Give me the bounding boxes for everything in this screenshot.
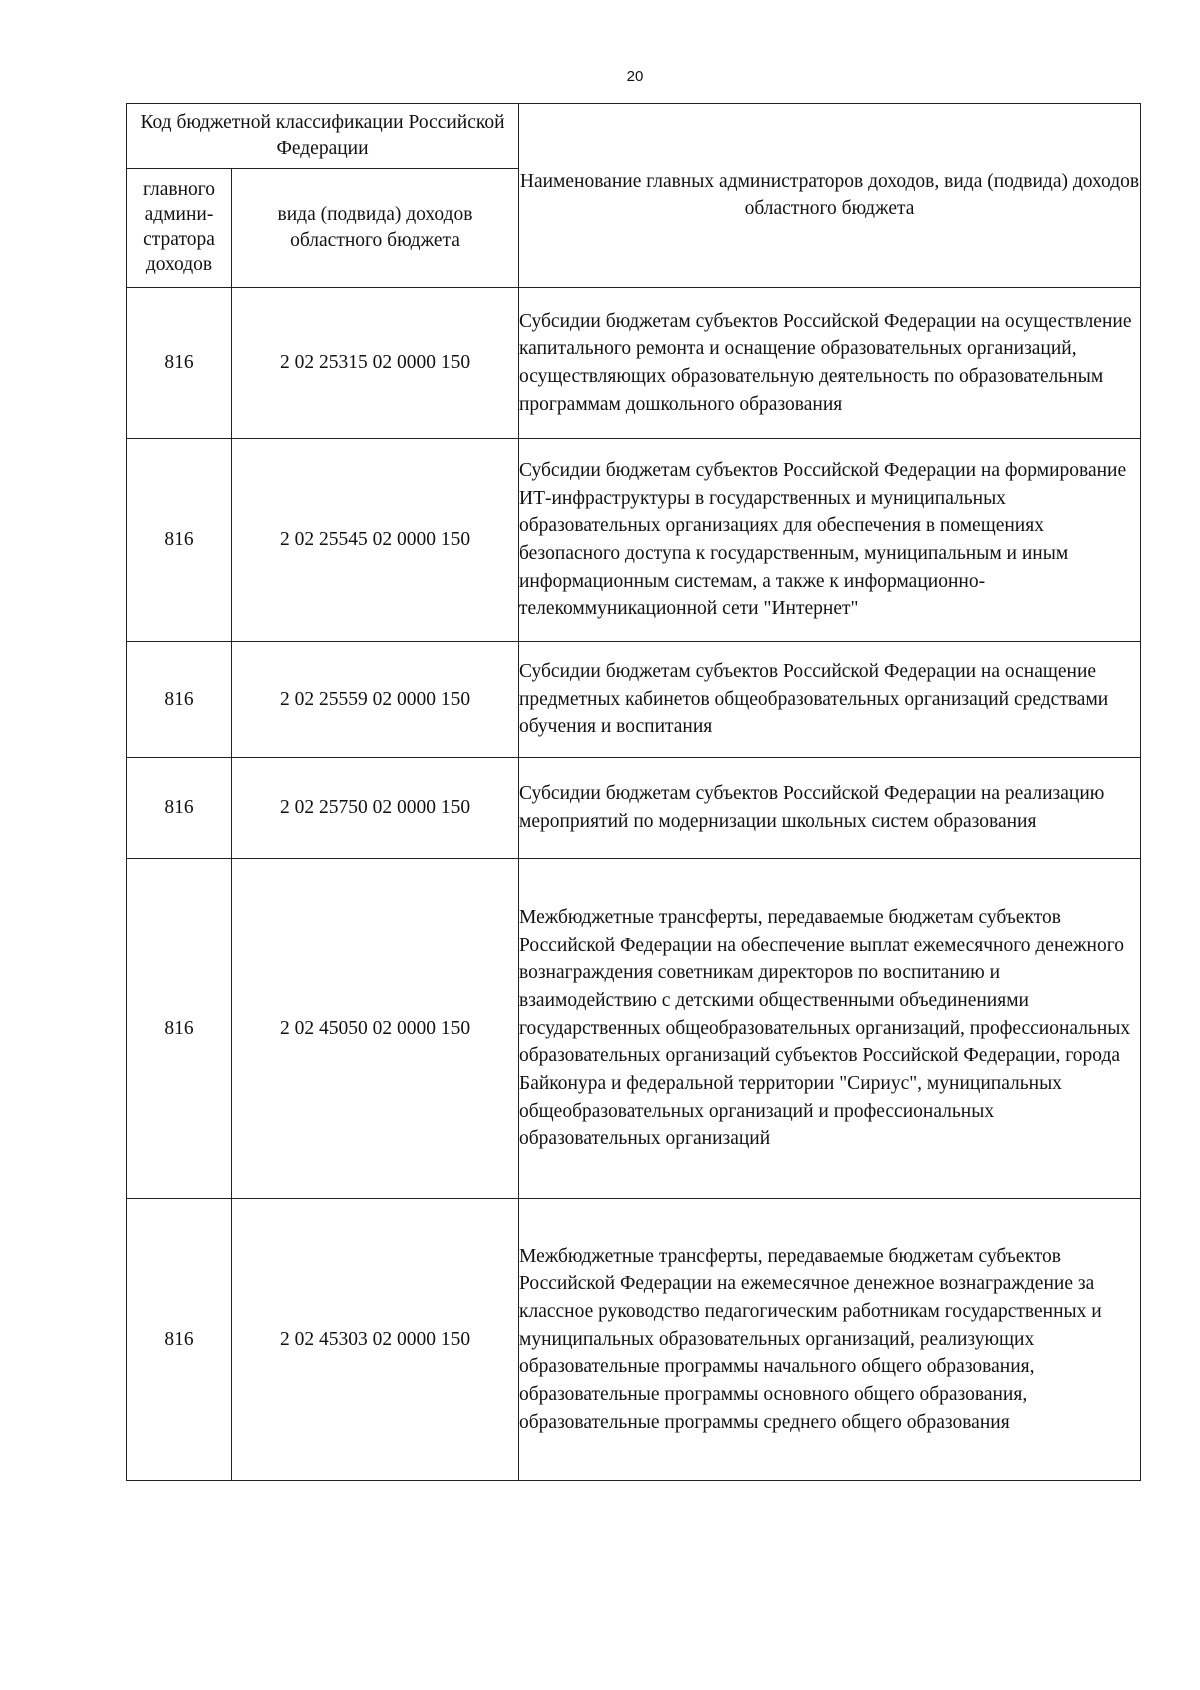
income-name-cell: Межбюджетные трансферты, передаваемые бюджетам субъектов Российской Федерации на ежемесячное денежное вознаграждение за классное руководство педагогическим работникам государственных и муниципальных образовательных организаций, реализующих образовательные программы начального общего образования, образовательные программы основного общего образования, образовательные программы среднего общего образования — [519, 1199, 1141, 1481]
admin-code-cell: 816 — [127, 859, 232, 1199]
income-code-cell: 2 02 25315 02 0000 150 — [232, 288, 519, 439]
income-code-cell: 2 02 25545 02 0000 150 — [232, 439, 519, 642]
budget-classification-table — [126, 103, 1141, 1481]
income-code-cell: 2 02 45050 02 0000 150 — [232, 859, 519, 1199]
admin-code-cell: 816 — [127, 642, 232, 758]
income-name-cell: Субсидии бюджетам субъектов Российской Федерации на формирование ИТ-инфраструктуры в государственных и муниципальных образовательных организациях для обеспечения в помещениях безопасного доступа к государственным, муниципальным и иным информационным системам, а также к информационно-телекоммуникационной сети "Интернет" — [519, 439, 1141, 642]
table-row — [127, 642, 1141, 758]
income-name-cell: Межбюджетные трансферты, передаваемые бюджетам субъектов Российской Федерации на обеспечение выплат ежемесячного денежного вознаграждения советникам директоров по воспитанию и взаимодействию с детскими общественными объединениями государственных общеобразовательных организаций, профессиональных образовательных организаций субъектов Российской Федерации, города Байконура и федеральной территории "Сириус", муниципальных общеобразовательных организаций и профессиональных образовательных организаций — [519, 859, 1141, 1199]
header-administrator-name: Наименование главных администраторов доходов, вида (подвида) доходов областного бюджета — [519, 104, 1141, 288]
admin-code-cell: 816 — [127, 758, 232, 859]
table-row — [127, 758, 1141, 859]
admin-code-cell: 816 — [127, 288, 232, 439]
page-number: 20 — [626, 68, 644, 85]
header-main-administrator: главного админи-стратора доходов — [127, 169, 232, 288]
header-income-type-code: вида (подвида) доходов областного бюджета — [232, 169, 519, 288]
income-code-cell: 2 02 25750 02 0000 150 — [232, 758, 519, 859]
income-code-cell: 2 02 45303 02 0000 150 — [232, 1199, 519, 1481]
income-name-cell: Субсидии бюджетам субъектов Российской Федерации на оснащение предметных кабинетов общеобразовательных организаций средствами обучения и воспитания — [519, 642, 1141, 758]
table-row — [127, 859, 1141, 1199]
admin-code-cell: 816 — [127, 439, 232, 642]
admin-code-cell: 816 — [127, 1199, 232, 1481]
table-row — [127, 288, 1141, 439]
income-code-cell: 2 02 25559 02 0000 150 — [232, 642, 519, 758]
table-row — [127, 1199, 1141, 1481]
header-row-group — [127, 104, 1141, 169]
header-budget-code-group: Код бюджетной классификации Российской Федерации — [127, 104, 519, 169]
table-row — [127, 439, 1141, 642]
income-name-cell: Субсидии бюджетам субъектов Российской Федерации на осуществление капитального ремонта и оснащение образовательных организаций, осуществляющих образовательную деятельность по образовательным программам дошкольного образования — [519, 288, 1141, 439]
income-name-cell: Субсидии бюджетам субъектов Российской Федерации на реализацию мероприятий по модернизации школьных систем образования — [519, 758, 1141, 859]
